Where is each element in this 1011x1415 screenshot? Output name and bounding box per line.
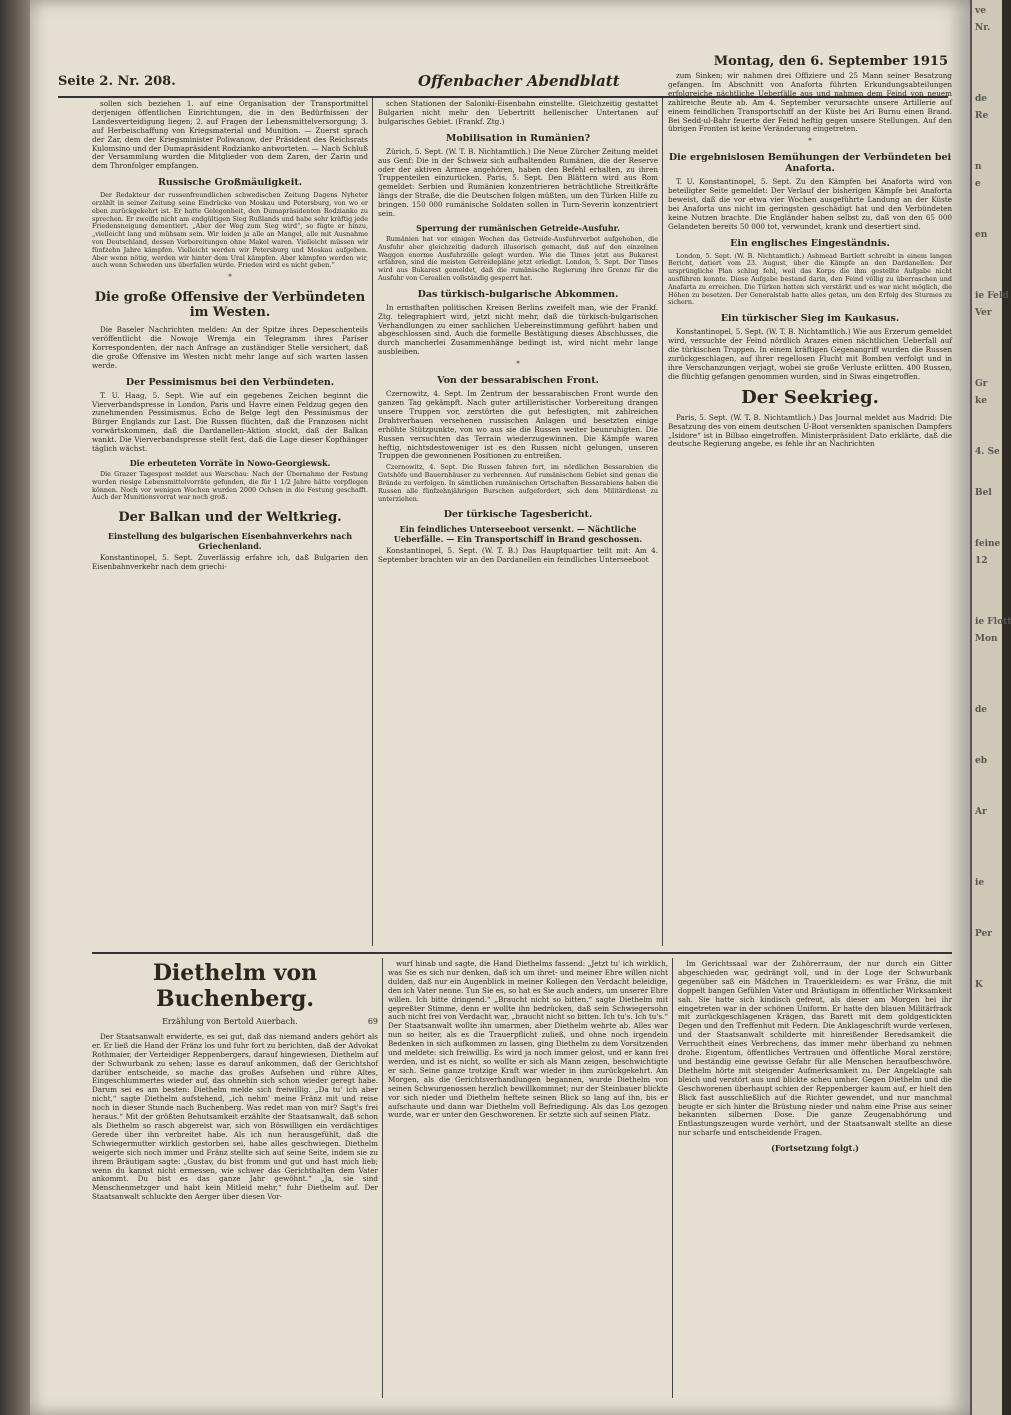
article-text: Konstantinopel, 5. Sept. (W. T. B. Nichtamtlich.) Wie aus Erzerum gemeldet wird, versuchte der Feind nördlich Arazes einen nächtlichen Ueberfall auf die türkischen Truppen. In einem kräftigen Gegenangriff wurden die Russen zurückgeschlagen, auf ihrer regellosen Flucht mit Bomben verfolgt und in ihre Verschanzungen verjagt, wobei sie große Verluste erlitten. 400 Russen, die flüchtig gefangen genommen wurden, sind in Siwas eingetroffen. (668, 327, 952, 381)
article-text: Die Grazer Tagespost meldet aus Warschau: Nach der Übernahme der Festung wurden riesige Lebensmittelvorräte gefunden, die für 1 1/2 Jahre hätte verpflegen können. Noch vor wenigen Wochen wurden 2000 Ochsen in die Festung geschafft. Auch der Munitionsvorrat war noch groß. (92, 470, 368, 502)
article-heading: Die erbeuteten Vorräte in Nowo-Georgiewsk. (129, 458, 331, 468)
novel-column-3 (678, 960, 952, 1400)
page-number-label: Seite 2. Nr. 208. (58, 74, 176, 89)
author-line: Erzählung von Bertold Auerbach. (162, 1017, 298, 1026)
article-text: T. U. Haag, 5. Sept. Wie auf ein gegebenes Zeichen beginnt die Vierverbandspresse in London, Paris und Havre einen Feldzug gegen den zunehmenden Pessimismus. Echo de Belge legt den Pessimismus der Bürger Englands zur Last. Die Russen flüchten, daß die Franzosen nicht vorwärtskommen, daß die Dardanellen-Aktion stockt, daß der Balkan wankt. Die Vierverbandspresse stellt fest, daß die Lage dieser Kopfhänger täglich wächst. (92, 390, 368, 454)
adjacent-text: 4. Se (975, 447, 1000, 457)
adjacent-text: Ver (975, 308, 992, 318)
novel-byline (92, 1018, 378, 1027)
separator-star: * (808, 137, 812, 146)
novel-column-1 (92, 958, 378, 1400)
newspaper-title: Offenbacher Abendblatt (418, 72, 620, 90)
column-rule (372, 98, 373, 946)
article-text: Konstantinopel, 5. Sept. (W. T. B.) Das Hauptquartier teilt mit: Am 4. September brachten wir an den Dardanellen ein feindliches Unterseeboot (378, 546, 658, 565)
article-text: Czernowitz, 4. Sept. Im Zentrum der bessarabischen Front wurde den ganzen Tag gekämpft. Nach guter artilleristischer Vorbereitung drangen unsere Truppen vor, zerstörten die gut befestigten, mit zahlreichen Drahtverhauen versehenen russischen Anlagen und besetzten einige erhöhte Stützpunkte, von wo aus sie die Russen weiter beunruhigten. Die Russen versuchten das Terrain wiederzugewinnen. Die Kämpfe waren heftig, nichtsdestoweniger ist es den Russen nicht gelungen, unseren Truppen die gewonnenen Positionen zu entreißen. (378, 389, 658, 461)
article-text: In ernsthaften politischen Kreisen Berlins zweifelt man, wie der Frankf. Ztg. telegraphiert wird, jetzt nicht mehr, daß die türkisch-bulgarischen Verhandlungen zu einer sachlichen Uebereinstimmung geführt haben und abgeschlossen sind. Auch die formelle Bestätigung dieses Abschlusses, die durch mancherlei Zusammenhänge bedingt ist, wird nicht mehr lange ausbleiben. (378, 302, 658, 357)
article-subheading: Ein feindliches Unterseeboot versenkt. — Nächtliche Ueberfälle. — Ein Transportschiff in Brand geschossen. (393, 524, 643, 545)
article-text: Der Redakteur der russenfreundlichen schwedischen Zeitung Dagens Nyheter erzählt in seiner Zeitung seine Eindrücke von Moskau und Petersburg, von wo er eben zurückgekehrt ist. Er hatte Gelegenheit, den Dumapräsidenten Rodzianko zu sprechen. Er zweifle nicht am endgültigen Sieg Rußlands und habe sehr kräftig jede Friedensneigung dementiert. „Aber der Weg zum Sieg wird“, so fügte er hinzu, „vielleicht lang und mühsam sein. Wir leiden ja alle an Mangel, alle mit Ausnahme von Deutschland, dessen Vorbereitungen ohne Makel waren. Vielleicht müssen wir fünfzehn Jahre kämpfen. Vielleicht werden wir Petersburg und Moskau aufgeben. Aber wenn nötig, werden wir hinter dem Ural kämpfen. Aber kämpfen werden wir, auch wenn Schweden uns überfallen würde. Frieden wird es nicht geben.“ (92, 191, 368, 270)
article-text: Paris, 5. Sept. (W. T. B. Nichtamtlich.) Das Journal meldet aus Madrid: Die Besatzung des von einem deutschen U-Boot versenkten spanischen Dampfers „Isidore“ ist in Bilbao eingetroffen. Ministerpräsident Dato erklärte, daß die deutsche Regierung angebe, es fehle ihr an Nachrichten (668, 412, 952, 449)
adjacent-text: Per (975, 929, 992, 939)
continuation-note: (Fortsetzung folgt.) (771, 1143, 859, 1154)
article-heading: Mobilisation in Rumänien? (445, 132, 591, 144)
article-heading: Das türkisch-bulgarische Abkommen. (417, 288, 619, 300)
separator-star: * (228, 273, 232, 282)
chapter-number: 69 (367, 1017, 378, 1026)
issue-date: Montag, den 6. September 1915 (713, 54, 948, 69)
adjacent-text: eb (975, 756, 988, 766)
article-heading: Der Pessimismus bei den Verbündeten. (125, 376, 335, 388)
article-heading: Ein türkischer Sieg im Kaukasus. (720, 313, 900, 325)
adjacent-text: 12 (975, 556, 988, 566)
article-heading: Der türkische Tagesbericht. (443, 509, 593, 521)
adjacent-text: Ar (975, 807, 987, 817)
article-heading: Von der bessarabischen Front. (437, 375, 599, 387)
adjacent-text: Mon (975, 634, 998, 644)
adjacent-text: n (975, 162, 982, 172)
article-heading: Der Balkan und der Weltkrieg. (118, 510, 342, 526)
article-text: Zürich, 5. Sept. (W. T. B. Nichtamtlich.) Die Neue Zürcher Zeitung meldet aus Genf: Die in der Schweiz sich aufhaltenden Rumänen, die der Reserve oder der aktiven Armee angehören, haben den Befehl erhalten, zu ihren Truppenteilen einzurücken. Paris, 5. Sept. Den Blättern wird aus Rom gemeldet: Serbien und Rumänien konzentrieren beträchtliche Streitkräfte längs der Straße, die die Deutschen folgen müßten, um den Türken Hilfe zu bringen. 150 000 rumänische Soldaten sollen in Turn-Severin konzentriert sein. (378, 146, 658, 219)
article-heading: Die ergebnislosen Bemühungen der Verbündeten bei Anaforta. (668, 152, 952, 175)
article-heading: Der Seekrieg. (741, 386, 879, 408)
column-1 (92, 100, 368, 948)
adjacent-text: ie Flott (975, 617, 1011, 627)
article-text: zum Sinken; wir nahmen drei Offiziere und 25 Mann seiner Besatzung gefangen. Im Abschnitt von Anaforta führten Erkundungsabteilungen erfolgreiche nächtliche Ueberfälle aus und nahmen dem Feind von neuem zahlreiche Beute ab. Am 4. September verursachte unsere Artillerie auf einem feindlichen Transportschiff an der Küste bei Ari Burnu einen Brand. Bei Sedd-ul-Bahr feuerte der Feind heftig gegen unsere Stellungen. Auf den übrigen Fronten ist keine Veränderung eingetreten. (668, 71, 952, 134)
separator-star: * (516, 360, 520, 369)
column-3 (668, 72, 952, 948)
article-subheading: Einstellung des bulgarischen Eisenbahnverkehrs nach Griechenland. (107, 531, 353, 552)
article-text: Czernowitz, 4. Sept. Die Russen fahren fort, im nördlichen Bessarabien die Gutshöfe und Bauernhäuser zu verbrennen. Auf rumänischem Gebiet sind genau die Brände zu verfolgen. In sämtlichen rumänischen Ortschaften Bessarabiens haben die Russen alle fünfzehnjährigen Burschen aufgefordert, sich dem Militärdienst zu unterziehen. (378, 463, 658, 503)
article-text: Rumänien hat vor einigen Wochen das Getreide-Ausfuhrverbot aufgehoben, die Ausfuhr aber gleichzeitig dadurch illusorisch gemacht, daß auf den einzelnen Waggon enorme Ausfuhrzölle gelegt wurden. Wie die Times jetzt aus Bukarest erfahren, sind die meisten Getreidepläne jetzt erledigt. London, 5. Sept. Der Times wird aus Bukarest gemeldet, daß die rumänische Regierung ihre Grenze für die Ausfuhr von Cerealien vollständig gesperrt hat. (378, 234, 658, 282)
feuilleton-divider (92, 952, 952, 954)
novel-text: wurf hinab und sagte, die Hand Diethelms fassend: „Jetzt tu' ich wirklich, was Sie es sich nur denken, daß ich um ihret- und meiner Ehre willen nicht dulden, daß nur ein Augenblick in meiner Kollegen den Verdacht beleidige, den ich Vater nenne. Tun Sie es, so hat es Sie auch anders, um unserer Ehre willen. Ich bitte dringend.“ „Braucht nicht so bitten,“ sagte Diethelm mit gepreßter Stimme, denn er wollte ihn bedrücken, daß sein Schwiegersohn auch nicht frei von Verdacht war, „braucht nicht so bitten. Ich tu's. Ich tu's.“ Der Staatsanwalt wollte ihn umarmen, aber Diethelm wehrte ab. Alles war nun so heiter, als es die Trauerpflicht zuließ, und ohne noch irgendein Bedenken in sich aufkommen zu lassen, ging Diethelm zu dem Vorsitzenden und meldete: sich freiwillig. Es wird ja noch immer gelost, und er kann frei werden, und ist es nicht, so wollte er sich als Mann zeigen, beschwichtigte er sich. Seine ganze trotzige Kraft war wieder in ihm zurückgekehrt. Am Morgen, als die Gerichtsverhandlungen begannen, wurde Diethelm von seinen Schwurgenossen herzlich bewillkommnet; nur der Steinbauer blickte vor sich nieder und Diethelm heftete seinen Blick so lang auf ihn, bis er aufschaute und dann war Diethelm voll Befriedigung. Als das Los gezogen wurde, war er unter den Geschworenen. Er setzte sich auf seinen Platz. (388, 959, 668, 1120)
adjacent-text: en (975, 230, 988, 240)
novel-text: Im Gerichtssaal war der Zuhörerraum, der nur durch ein Gitter abgeschieden war, gedrängt voll, und in der Loge der Schwurbank gegenüber saß ein Mädchen in Trauerkleidern: es war Fränz, die mit doppelt bangen Gefühlen Vater und Bräutigam in öffentlicher Wirksamkeit sah. Sie hatte sich kindisch gefreut, als dieser am Morgen bei ihr eingetreten war in der schönen Uniform. Er hatte den blauen Militärfrack mit zurückgeschlagenen Krägen, das Barett mit dem goldgestickten Degen und den Treffenhut mit Federn. Die Anklageschrift wurde verlesen, und der Staatsanwalt schilderte mit hinreißender Beredsamkeit die Verruchtheit eines Verbrechens, das immer mehr überhand zu nehmen drohe. Eigentum, öffentliches Vertrauen und öffentliche Moral zerstöre; und beständig eine gewisse Gefahr für alle Menschen heraufbeschwöre. Diethelm hörte mit steigender Aufmerksamkeit zu. Der Angeklagte sah bleich und verstört aus und blickte scheu umher. Gegen Diethelm und die Geschworenen überhaupt schien der Reppenberger kaum auf, er hielt den Blick fast ausschließlich auf die Richter gewendet, und nur manchmal beugte er sich hinter die Brüstung nieder und nahm eine Prise aus seiner bekannten silbernen Dose. Die ganze Zeugenabhörung und Entlastungszeugen wurde verhört, und der Staatsanwalt stellte an diese nur scharfe und entscheidende Fragen. (678, 959, 952, 1138)
adjacent-text: Bel (975, 488, 992, 498)
column-rule (662, 98, 663, 946)
article-heading: Sperrung der rumänischen Getreide-Ausfuhr. (416, 222, 620, 233)
article-heading: Ein englisches Eingeständnis. (730, 237, 890, 249)
adjacent-text: Nr. (975, 23, 991, 33)
page-binding (0, 0, 30, 1415)
adjacent-text: Re (975, 111, 989, 121)
adjacent-text: K (975, 980, 983, 990)
adjacent-page-edge (970, 0, 1011, 1415)
column-2 (378, 100, 658, 948)
column-rule (382, 958, 383, 1398)
adjacent-text: de (975, 705, 988, 715)
novel-text: Der Staatsanwalt erwiderte, es sei gut, daß das niemand anders gehört als er. Er ließ die Hand der Fränz los und fuhr fort zu berichten, daß der Advokat Rothmaier, der Verteidiger Reppenbergers, darauf hingewiesen, Diethelm auf der Schwurbank zu sehen; lasse es darauf ankommen, daß der Gerichtshof darüber entscheide, so mache das großes Aufsehen und rühre Altes, Eingeschlummertes wieder auf, das ohnehin sich schon wieder geregt habe. Darum sei es am besten: Diethelm melde sich freiwillig. „Da tu' ich aber nicht,“ sagte Diethelm aufstehend, „ich nehm' meine Fränz mit und reise noch in dieser Stunde nach Buchenberg. Was redet man von mir? Sagt's frei heraus.“ Mit der größten Behutsamkeit erzählte der Staatsanwalt, daß schon als Diethelm so rasch abgereist war, sich von Böswilligen ein verdächtiges Gerede über ihn verbreitet habe. Als ich nun herausgefühlt, daß die Schwiegermutter wirklich gestorben sei, habe alles geschwiegen. Diethelm weigerte sich noch immer und Fränz stellte sich auf seine Seite, indem sie zu ihrem Bräutigam sagte: „Gustav, du bist fromm und gut und hast mich lieb; wenn du kannst nicht ermessen, wie schwer das Gerichthalten dem Vater ankommt. Du bist es das ganze Jahr gewöhnt.“ „Ja, sie sind Menschenmetzger und habt kein Mitleid mehr,“ fuhr Diethelm auf. Der Staatsanwalt schluckte den Aerger über diesen Vor- (92, 1031, 378, 1202)
adjacent-text: de (975, 94, 988, 104)
article-text: Die Baseler Nachrichten melden: An der Spitze ihres Depeschenteils veröffentlicht die Nowoje Wremja ein Telegramm ihres Pariser Korrespondenten, der nach Anfrage an zuständiger Stelle versichert, daß die große Offensive im Westen nicht mehr lange auf sich warten lassen werde. (92, 325, 368, 370)
article-heading: Russische Großmäuligkeit. (157, 177, 303, 189)
novel-column-2 (388, 960, 668, 1400)
article-text: Konstantinopel, 5. Sept. Zuverlässig erfahre ich, daß Bulgarien den Eisenbahnverkehr nach dem griechi- (92, 553, 368, 572)
adjacent-text: ke (975, 396, 987, 406)
adjacent-text: feine (975, 539, 1001, 549)
novel-title: Diethelm von Buchenberg. (152, 960, 318, 1012)
adjacent-text: ie (975, 878, 985, 888)
adjacent-text: ve (975, 6, 986, 16)
article-heading: Die große Offensive der Verbündeten im Westen. (94, 290, 366, 321)
article-text: T. U. Konstantinopel, 5. Sept. Zu den Kämpfen bei Anaforta wird von beteiligter Seite gemeldet: Der Verlauf der bisherigen Kämpfe bei Anaforta beweist, daß die vor etwa vier Wochen ausgeführte Landung an der Küste bei Anaforta uns nicht im geringsten geschädigt hat und den Verbündeten keine Nutzen brachte. Die Engländer haben selbst zu, daß von den 65 000 Gelandeten bereits 50 000 tot, verwundet, krank und desertiert sind. (668, 177, 952, 231)
article-text: London, 5. Sept. (W. B. Nichtamtlich.) Ashmead Bartlett schreibt in einem langen Bericht, datiert vom 23. August, über die Kämpfe an den Dardanellen: Der ursprüngliche Plan schlug fehl, weil das Korps die ihm gestellte Aufgabe nicht ausführen konnte. Diese Aufgabe bestand darin, den Feind völlig zu überraschen und Anafarta zu erreichen. Die Türken hatten sich verstärkt und es war nicht möglich, die Höhen zu besetzen. Der Generalstab hatte alles getan, um den Erfolg des Sturmes zu sichern. (668, 251, 952, 307)
adjacent-text: Gr (975, 379, 988, 389)
adjacent-text: e (975, 179, 981, 189)
column-rule (672, 958, 673, 1398)
article-text: schen Stationen der Saloniki-Eisenbahn einstellte. Gleichzeitig gestattet Bulgarien nicht mehr den Uebertritt hellenischer Untertanen auf bulgarisches Gebiet. (Frankf. Ztg.) (378, 99, 658, 126)
article-text: sollen sich beziehen 1. auf eine Organisation der Transportmittel derjenigen öffentlichen Einrichtungen, die in den Bedürfnissen der Landesverteidigung liegen; 2. auf Fragen der Lebensmittelversorgung; 3. auf Herbeischaffung von Kriegsmaterial und Munition. — Zuerst sprach der Zar, dem der Kriegsminister Poliwanow, der Präsident des Reichsrats Kulomsino und der Dumapräsident Rodzianko antworteten. — Nach Schluß der Versammlung wurden die Mitglieder von dem Zaren, der Zarin und dem Thronfolger empfangen. (92, 99, 368, 171)
adjacent-text: ie Feld (975, 291, 1009, 301)
